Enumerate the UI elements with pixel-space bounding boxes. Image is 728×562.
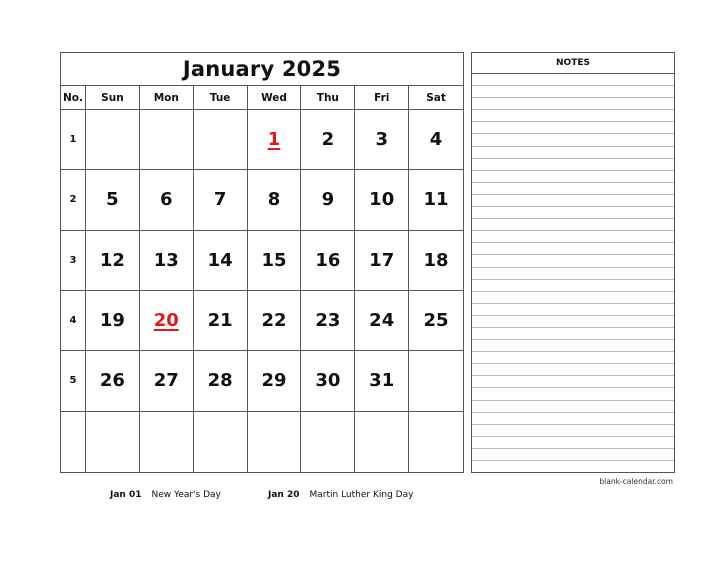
day-cell <box>248 351 302 411</box>
day-number: 7 <box>213 189 227 211</box>
day-number: 16 <box>315 249 341 271</box>
day-number: 1 <box>267 129 281 151</box>
column-header: Thu <box>301 86 355 110</box>
column-header: Tue <box>194 86 248 110</box>
day-number: 21 <box>207 310 233 332</box>
holiday-date: Jan 20 <box>268 490 300 500</box>
day-cell <box>248 412 302 472</box>
day-number: 3 <box>375 129 388 151</box>
day-cell <box>86 351 140 411</box>
day-number: 26 <box>99 370 125 392</box>
day-cell <box>409 110 463 170</box>
holiday-date: Jan 01 <box>110 490 142 500</box>
note-line <box>472 352 674 364</box>
day-cell <box>355 231 409 291</box>
note-line <box>472 159 674 171</box>
day-cell <box>248 110 302 170</box>
note-line <box>472 195 674 207</box>
note-line <box>472 437 674 449</box>
note-line <box>472 134 674 146</box>
day-cell <box>194 412 248 472</box>
source-text: blank-calendar.com <box>599 477 673 486</box>
day-number: 6 <box>160 189 173 211</box>
week-number: 5 <box>61 351 86 411</box>
day-number: 10 <box>369 189 395 211</box>
day-cell <box>409 351 463 411</box>
calendar-grid <box>61 86 463 472</box>
day-number: 15 <box>261 249 287 271</box>
note-line <box>472 316 674 328</box>
day-cell <box>355 412 409 472</box>
note-line <box>472 304 674 316</box>
holiday-item <box>110 490 221 500</box>
note-line <box>472 425 674 437</box>
note-line <box>472 98 674 110</box>
day-cell <box>301 110 355 170</box>
note-line <box>472 280 674 292</box>
day-number: 27 <box>153 370 179 392</box>
day-number: 17 <box>369 249 395 271</box>
day-cell <box>140 291 194 351</box>
notes-title: NOTES <box>472 53 674 74</box>
day-cell <box>194 231 248 291</box>
day-number: 4 <box>429 129 443 151</box>
day-number: 20 <box>153 310 179 332</box>
calendar-title: January 2025 <box>61 53 463 86</box>
day-cell <box>140 351 194 411</box>
week-number: 3 <box>61 231 86 291</box>
holiday-item <box>268 490 413 500</box>
note-line <box>472 86 674 98</box>
note-line <box>472 328 674 340</box>
day-cell <box>194 351 248 411</box>
day-number: 22 <box>261 310 287 332</box>
day-cell <box>86 110 140 170</box>
note-line <box>472 268 674 280</box>
day-number: 13 <box>153 249 179 271</box>
note-line <box>472 413 674 425</box>
day-cell <box>301 231 355 291</box>
note-line <box>472 376 674 388</box>
day-cell <box>301 170 355 230</box>
day-cell <box>355 291 409 351</box>
holiday-name: New Year's Day <box>151 490 221 500</box>
day-cell <box>355 110 409 170</box>
note-line <box>472 449 674 461</box>
note-line <box>472 388 674 400</box>
day-number: 23 <box>315 310 341 332</box>
column-header: No. <box>61 86 86 110</box>
note-line <box>472 292 674 304</box>
day-cell <box>194 110 248 170</box>
note-line <box>472 364 674 376</box>
day-cell <box>409 291 463 351</box>
day-cell <box>301 351 355 411</box>
day-cell <box>301 291 355 351</box>
note-line <box>472 183 674 195</box>
day-cell <box>409 231 463 291</box>
day-number: 8 <box>267 189 281 211</box>
column-header: Fri <box>355 86 409 110</box>
week-number <box>61 412 86 472</box>
day-number: 9 <box>321 189 335 211</box>
holiday-name: Martin Luther King Day <box>309 490 414 500</box>
note-line <box>472 207 674 219</box>
note-line <box>472 231 674 243</box>
column-header: Sat <box>409 86 463 110</box>
day-number: 31 <box>369 370 395 392</box>
note-line <box>472 219 674 231</box>
calendar <box>60 52 464 473</box>
day-number: 5 <box>106 189 119 211</box>
day-cell <box>194 170 248 230</box>
day-cell <box>409 412 463 472</box>
notes-lines <box>472 74 674 472</box>
day-cell <box>301 412 355 472</box>
day-cell <box>355 170 409 230</box>
day-cell <box>194 291 248 351</box>
week-number: 1 <box>61 110 86 170</box>
day-number: 12 <box>99 249 125 271</box>
note-line <box>472 243 674 255</box>
day-cell <box>86 291 140 351</box>
day-number: 28 <box>207 370 233 392</box>
note-line <box>472 147 674 159</box>
note-line <box>472 461 674 472</box>
day-number: 2 <box>321 129 335 151</box>
day-cell <box>140 170 194 230</box>
note-line <box>472 110 674 122</box>
day-cell <box>248 170 302 230</box>
note-line <box>472 122 674 134</box>
day-number: 24 <box>369 310 395 332</box>
note-line <box>472 255 674 267</box>
note-line <box>472 340 674 352</box>
day-number: 11 <box>423 189 449 211</box>
column-header: Sun <box>86 86 140 110</box>
notes-panel <box>471 52 675 473</box>
day-cell <box>140 231 194 291</box>
day-cell <box>86 412 140 472</box>
day-number: 25 <box>423 310 449 332</box>
note-line <box>472 74 674 86</box>
day-cell <box>409 170 463 230</box>
week-number: 2 <box>61 170 86 230</box>
day-cell <box>355 351 409 411</box>
day-cell <box>248 291 302 351</box>
note-line <box>472 401 674 413</box>
day-number: 18 <box>423 249 449 271</box>
day-cell <box>248 231 302 291</box>
day-cell <box>140 110 194 170</box>
week-number: 4 <box>61 291 86 351</box>
day-cell <box>86 170 140 230</box>
note-line <box>472 171 674 183</box>
day-cell <box>86 231 140 291</box>
column-header: Wed <box>248 86 302 110</box>
column-header: Mon <box>140 86 194 110</box>
day-number: 29 <box>261 370 287 392</box>
day-number: 30 <box>315 370 341 392</box>
day-number: 19 <box>99 310 125 332</box>
day-cell <box>140 412 194 472</box>
day-number: 14 <box>207 249 233 271</box>
